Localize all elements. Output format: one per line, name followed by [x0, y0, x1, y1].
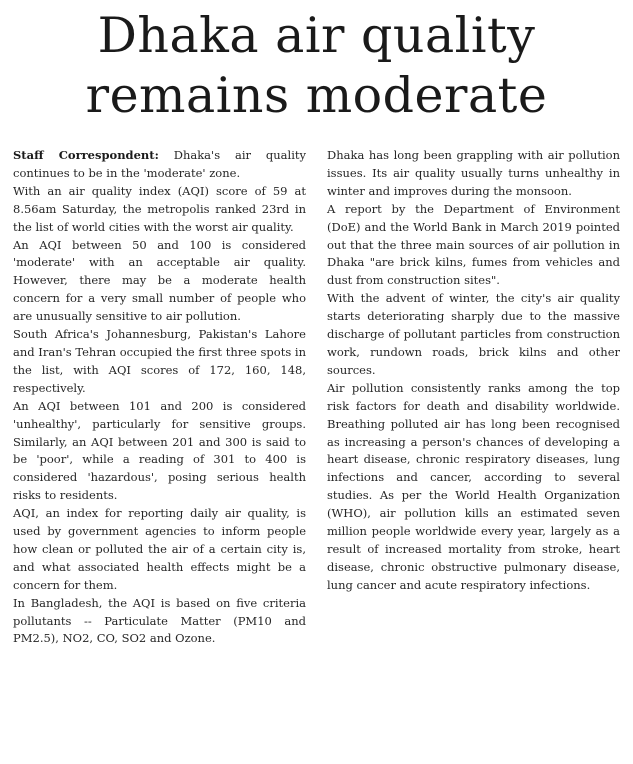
left-column [13, 147, 306, 648]
paragraph: AQI, an index for reporting daily air quality, is used by government agencies to inform people how clean or polluted the air of a certain city is, and what associated health effects might be a concern for them. [13, 506, 306, 592]
paragraph: An AQI between 101 and 200 is considered 'unhealthy', particularly for sensitive groups. Similarly, an AQI between 201 and 300 is said to be 'poor', while a reading of 301 to 400 is considered 'hazardous', posing serious health risks to residents. [13, 398, 306, 503]
paragraph: An AQI between 50 and 100 is considered 'moderate' with an acceptable air quality. However, there may be a moderate health concern for a very small number of people who are unusually sensitive to air pollution. [13, 237, 306, 324]
paragraph: Air pollution consistently ranks among the top risk factors for death and disability worldwide. Breathing polluted air has long been recognised as increasing a person's chances of developing a heart disease, chronic respiratory diseases, lung infections and cancer, according to several studies. As per the World Health Organization (WHO), air pollution kills an estimated seven million people worldwide every year, largely as a result of increased mortality from stroke, heart disease, chronic obstructive pulmonary disease, lung cancer and acute respiratory infections. [327, 380, 620, 592]
byline: Staff Correspondent: [13, 148, 159, 162]
headline [0, 6, 633, 126]
paragraph: With the advent of winter, the city's air quality starts deteriorating sharply due to the massive discharge of pollutant particles from construction work, rundown roads, brick kilns and other sources. [327, 291, 620, 377]
paragraph [13, 147, 306, 183]
right-column [327, 147, 620, 595]
paragraph: South Africa's Johannesburg, Pakistan's Lahore and Iran's Tehran occupied the first three spots in the list, with AQI scores of 172, 160, 148, respectively. [13, 327, 306, 395]
paragraph: With an air quality index (AQI) score of 59 at 8.56am Saturday, the metropolis ranked 23rd in the list of world cities with the worst air quality. [13, 183, 306, 234]
paragraph: In Bangladesh, the AQI is based on five criteria pollutants -- Particulate Matter (PM10 and PM2.5), NO2, CO, SO2 and Ozone. [13, 595, 306, 646]
headline-line-1: Dhaka air quality [97, 7, 536, 64]
paragraph: Dhaka has long been grappling with air pollution issues. Its air quality usually turns unhealthy in winter and improves during the monsoon. [327, 148, 620, 198]
paragraph: A report by the Department of Environment (DoE) and the World Bank in March 2019 pointed out that the three main sources of air pollution in Dhaka "are brick kilns, fumes from vehicles and dust from construction sites". [327, 201, 620, 288]
paragraph-text: Dhaka's air quality continues to be in the 'moderate' zone. [13, 148, 306, 180]
headline-line-2: remains moderate [85, 67, 548, 124]
